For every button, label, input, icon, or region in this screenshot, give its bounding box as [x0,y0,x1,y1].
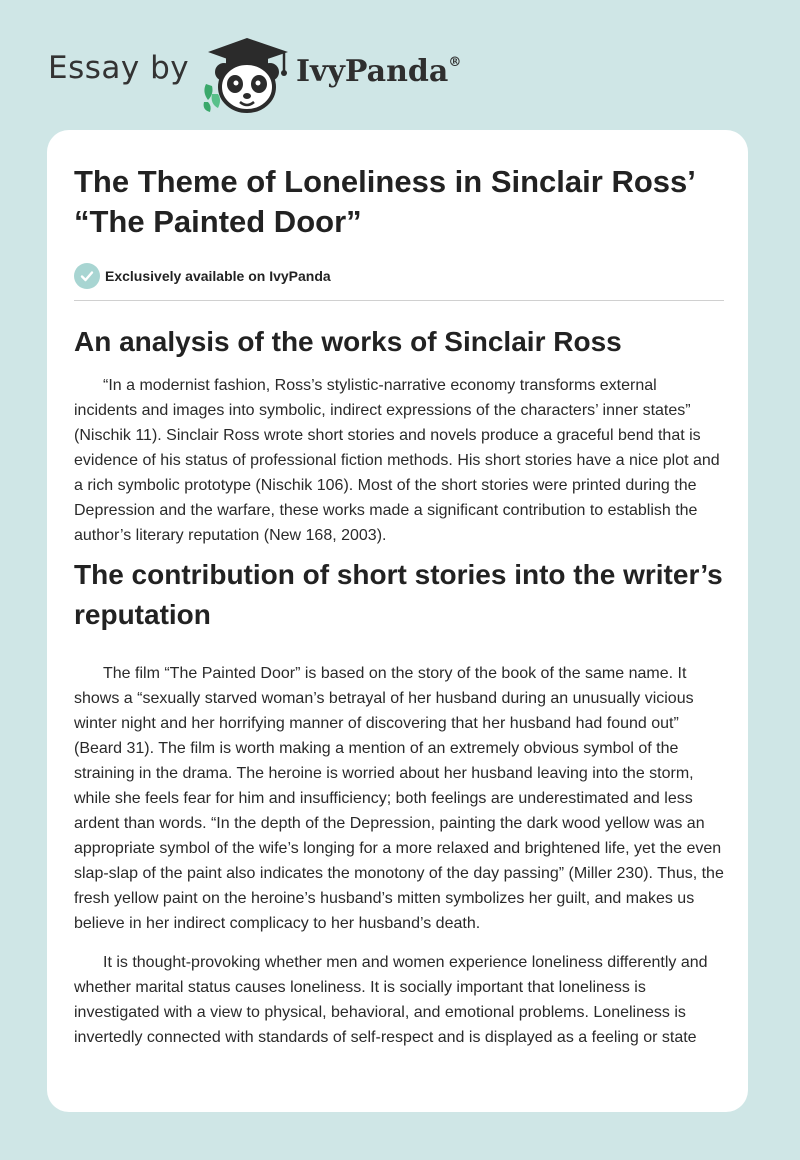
exclusive-badge-text: Exclusively available on IvyPanda [105,268,331,284]
exclusive-badge [74,262,724,290]
essay-card [47,130,748,1112]
section-paragraph: It is thought-provoking whether men and women experience loneliness differently and whether marital status causes loneliness. It is socially important that loneliness is investigated with a view to physical, behavioral, and emotional problems. Loneliness is invertedly connected with standards of self-respect and is displayed as a feeling or state [74,954,708,1046]
section-paragraph: The film “The Painted Door” is based on the story of the book of the same name. It shows a “sexually starved woman’s betrayal of her husband during an unusually vicious winter night and her horrifying manner of discovering that her husband had found out” (Beard 31). The film is worth making a mention of an extremely obvious symbol of the straining in the drama. The heroine is worried about her husband leaving into the storm, while she feels fear for him and insufficiency; both feelings are underestimated and less ardent than words. “In the depth of the Depression, painting the dark wood yellow was an appropriate symbol of the wife’s longing for a more relaxed and brightened life, yet the even slap-slap of the paint also indicates the monotony of the day passing” (Miller 230). Thus, the fresh yellow paint on the heroine’s husband’s mitten symbolizes her guilt, and makes us believe in her indirect complicacy to her husband’s death. [74,665,724,932]
title-divider [74,300,724,301]
section-paragraph: “In a modernist fashion, Ross’s stylistic-narrative economy transforms external incidents and images into symbolic, indirect expressions of the characters’ inner states” (Nischik 11). Sinclair Ross wrote short stories and novels produce a graceful bend that is evidence of his status of professional fiction methods. His short stories have a nice plot and a rich symbolic prototype (Nischik 106). Most of the short stories were printed during the Depression and the warfare, these works made a significant contribution to establish the author’s literary reputation (New 168, 2003). [74,377,720,544]
brand-name[interactable] [296,54,461,89]
registered-mark: ® [448,55,462,70]
site-header [0,0,800,130]
section-heading: An analysis of the works of Sinclair Ross [74,326,622,357]
essay-title: The Theme of Loneliness in Sinclair Ross’ “The Painted Door” [74,164,695,239]
essay-content [74,162,724,1050]
section-heading: The contribution of short stories into the writer’s reputation [74,559,723,630]
checkmark-icon [74,263,100,289]
brand-name-text: IvyPanda [296,54,449,89]
panda-logo-icon[interactable] [200,32,294,114]
essay-by-label: Essay by [48,50,190,86]
